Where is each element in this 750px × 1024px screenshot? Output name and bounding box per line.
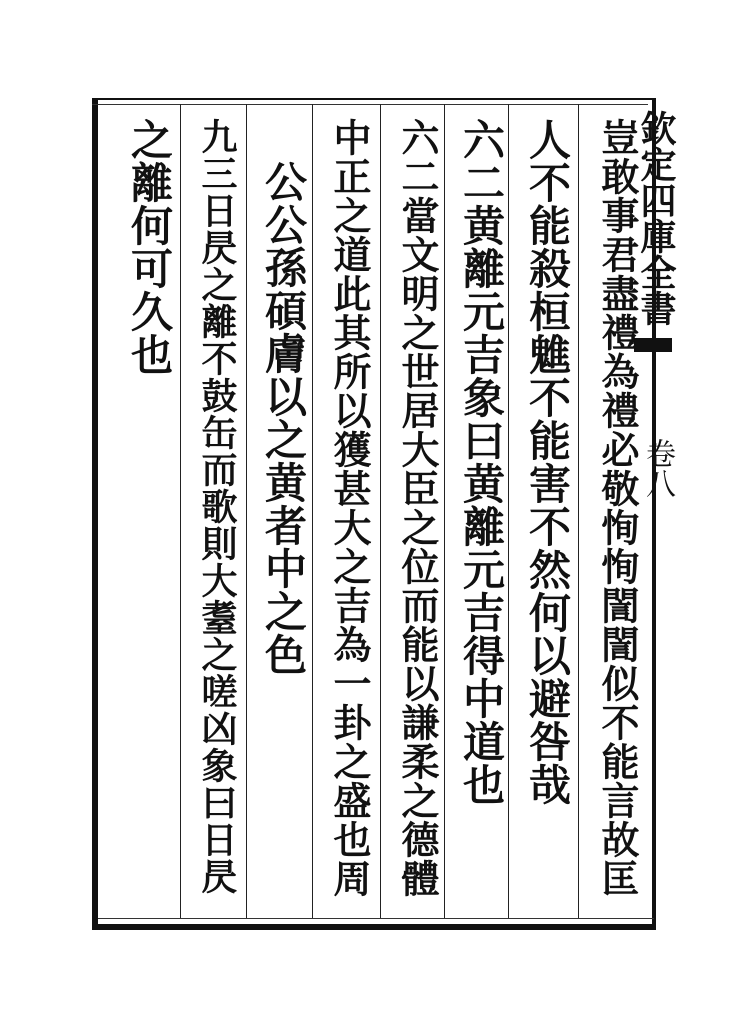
text-column-2: 人不能殺桓魋不能害不然何以避咎哉 — [523, 118, 572, 806]
column-rule — [246, 104, 247, 918]
column-rule — [444, 104, 445, 918]
column-rule — [380, 104, 381, 918]
column-rule — [180, 104, 181, 918]
book-title: 欽定四庫全書 — [635, 110, 677, 326]
top-divider — [92, 104, 648, 105]
text-column-3: 六二黄離元吉象曰黄離元吉得中道也 — [457, 118, 506, 806]
column-rule — [312, 104, 313, 918]
bottom-divider — [98, 918, 654, 919]
text-column-6: 公公孫碩膚以之黄者中之色 — [259, 160, 308, 676]
text-column-5: 中正之道此其所以獲甚大之吉為一卦之盛也周 — [327, 118, 372, 898]
volume-label: 卷八 — [640, 438, 675, 498]
text-column-1: 豈敢事君盡禮為禮必敬恂恂誾誾似不能言故匡 — [595, 118, 640, 898]
column-rule — [508, 104, 509, 918]
column-rule — [578, 104, 579, 918]
text-column-8: 之離何可久也 — [125, 118, 174, 376]
text-column-4: 六二當文明之世居大臣之位而能以謙柔之德體 — [395, 118, 440, 898]
text-column-7: 九三日昃之離不鼓缶而歌則大耋之嗟凶象曰日昃 — [196, 118, 238, 895]
